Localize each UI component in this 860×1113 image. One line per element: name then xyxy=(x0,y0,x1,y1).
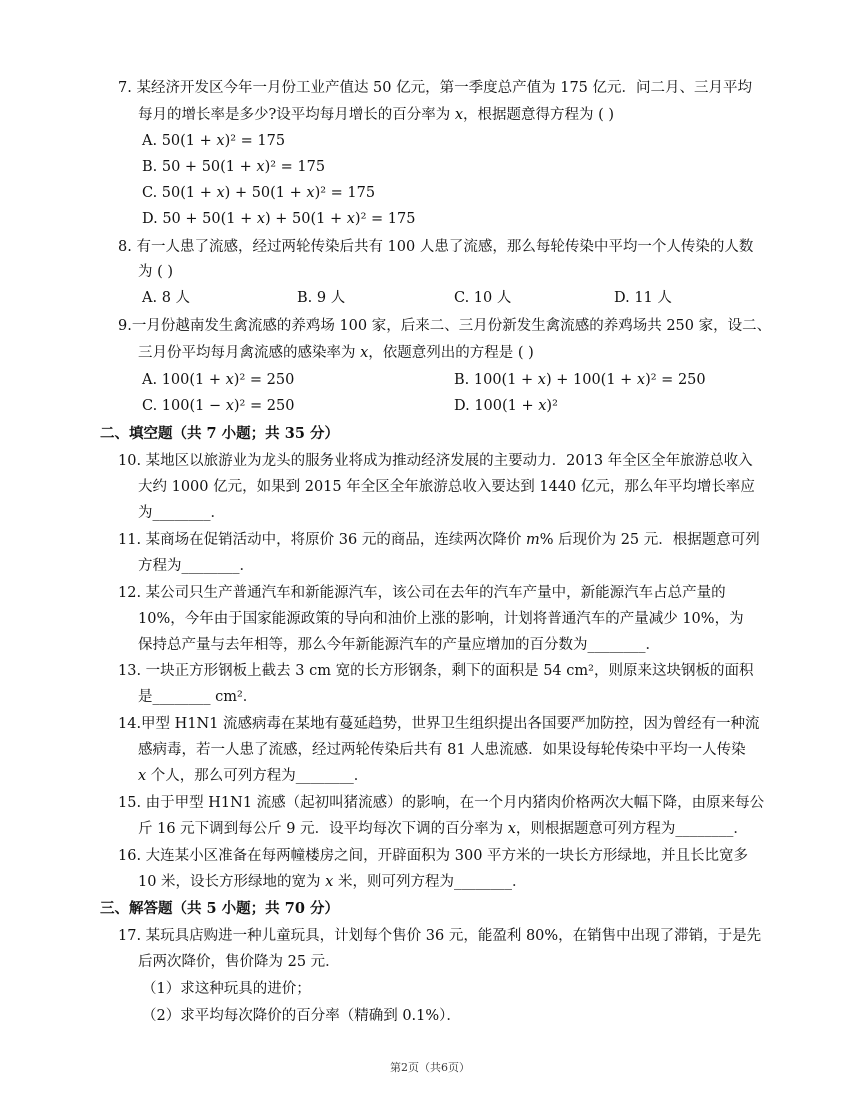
question-9-text-cont: 三月份平均每月禽流感的感染率为 𝑥，依题意列出的方程是 ( ) xyxy=(138,345,534,361)
question-17-text: 17. 某玩具店购进一种儿童玩具，计划每个售价 36 元，能盈利 80%，在销售中出现了滞销，于是先 xyxy=(118,928,762,944)
question-7-option-c: C. 50(1 + 𝑥) + 50(1 + 𝑥)² = 175 xyxy=(142,185,376,201)
section-3-heading: 三、解答题（共 5 小题；共 70 分） xyxy=(100,900,339,917)
question-8-text-cont: 为 ( ) xyxy=(138,264,174,280)
question-13-text: 13. 一块正方形钢板上截去 3 cm 宽的长方形钢条，剩下的面积是 54 cm²，则原来这块钢板的面积 xyxy=(118,663,754,679)
question-11-text: 11. 某商场在促销活动中，将原价 36 元的商品，连续两次降价 𝑚% 后现价为 25 元．根据题意可列 xyxy=(118,532,760,548)
question-8-option-b: B. 9 人 xyxy=(297,290,346,306)
question-7-option-b: B. 50 + 50(1 + 𝑥)² = 175 xyxy=(142,159,326,175)
question-14-text-cont: 𝑥 个人，那么可列方程为________． xyxy=(138,768,369,784)
question-14-text-cont: 感病毒，若一人患了流感，经过两轮传染后共有 81 人患流感．如果设每轮传染中平均一人传染 xyxy=(138,742,746,758)
question-7-option-a: A. 50(1 + 𝑥)² = 175 xyxy=(142,133,286,149)
question-7-text-cont: 每月的增长率是多少?设平均每月增长的百分率为 𝑥，根据题意得方程为 ( ) xyxy=(138,107,615,123)
question-12-text-cont: 保持总产量与去年相等，那么今年新能源汽车的产量应增加的百分数为________． xyxy=(138,637,660,653)
question-7-text: 7. 某经济开发区今年一月份工业产值达 50 亿元，第一季度总产值为 175 亿元．问二月、三月平均 xyxy=(118,80,753,96)
question-10-text-cont: 大约 1000 亿元，如果到 2015 年全区全年旅游总收入要达到 1440 亿元，那么年平均增长率应 xyxy=(138,479,755,495)
question-10-text: 10. 某地区以旅游业为龙头的服务业将成为推动经济发展的主要动力．2013 年全区全年旅游总收入 xyxy=(118,453,753,469)
question-9-option-c: C. 100(1 − 𝑥)² = 250 xyxy=(142,398,295,414)
question-9-option-b: B. 100(1 + 𝑥) + 100(1 + 𝑥)² = 250 xyxy=(454,372,706,388)
question-14-text: 14.甲型 H1N1 流感病毒在某地有蔓延趋势，世界卫生组织提出各国要严加防控，因为曾经有一种流 xyxy=(118,716,760,732)
question-10-text-cont: 为________． xyxy=(138,505,225,521)
section-2-heading: 二、填空题（共 7 小题；共 35 分） xyxy=(100,425,339,442)
question-17-subquestion-2: （2）求平均每次降价的百分率（精确到 0.1%）． xyxy=(142,1008,461,1024)
question-7-option-d: D. 50 + 50(1 + 𝑥) + 50(1 + 𝑥)² = 175 xyxy=(142,211,416,227)
question-9-option-a: A. 100(1 + 𝑥)² = 250 xyxy=(142,372,295,388)
question-9-text: 9.一月份越南发生禽流感的养鸡场 100 家，后来二、三月份新发生禽流感的养鸡场共 250 家，设二、 xyxy=(118,318,772,334)
question-8-text: 8. 有一人患了流感，经过两轮传染后共有 100 人患了流感，那么每轮传染中平均一个人传染的人数 xyxy=(118,239,754,255)
question-12-text-cont: 10%，今年由于国家能源政策的导向和油价上涨的影响，计划将普通汽车的产量减少 10%，为 xyxy=(138,611,744,627)
question-17-text-cont: 后两次降价，售价降为 25 元． xyxy=(138,954,340,970)
question-9-option-d: D. 100(1 + 𝑥)² xyxy=(454,398,558,414)
question-17-subquestion-1: （1）求这种玩具的进价； xyxy=(142,981,311,997)
question-11-text-cont: 方程为________． xyxy=(138,558,254,574)
question-15-text: 15. 由于甲型 H1N1 流感（起初叫猪流感）的影响，在一个月内猪肉价格两次大幅下降，由原来每公 xyxy=(118,795,765,811)
question-8-option-c: C. 10 人 xyxy=(454,290,512,306)
question-12-text: 12. 某公司只生产普通汽车和新能源汽车，该公司在去年的汽车产量中，新能源汽车占总产量的 xyxy=(118,585,726,601)
question-16-text: 16. 大连某小区准备在每两幢楼房之间，开辟面积为 300 平方米的一块长方形绿地，并且长比宽多 xyxy=(118,848,749,864)
question-15-text-cont: 斤 16 元下调到每公斤 9 元．设平均每次下调的百分率为 𝑥，则根据题意可列方程为________． xyxy=(138,821,748,837)
question-8-option-d: D. 11 人 xyxy=(614,290,672,306)
page-footer: 第2页（共6页） xyxy=(390,1061,470,1074)
question-13-text-cont: 是________ cm²． xyxy=(138,689,258,705)
question-16-text-cont: 10 米，设长方形绿地的宽为 𝑥 米，则可列方程为________． xyxy=(138,874,527,890)
question-8-option-a: A. 8 人 xyxy=(142,290,191,306)
